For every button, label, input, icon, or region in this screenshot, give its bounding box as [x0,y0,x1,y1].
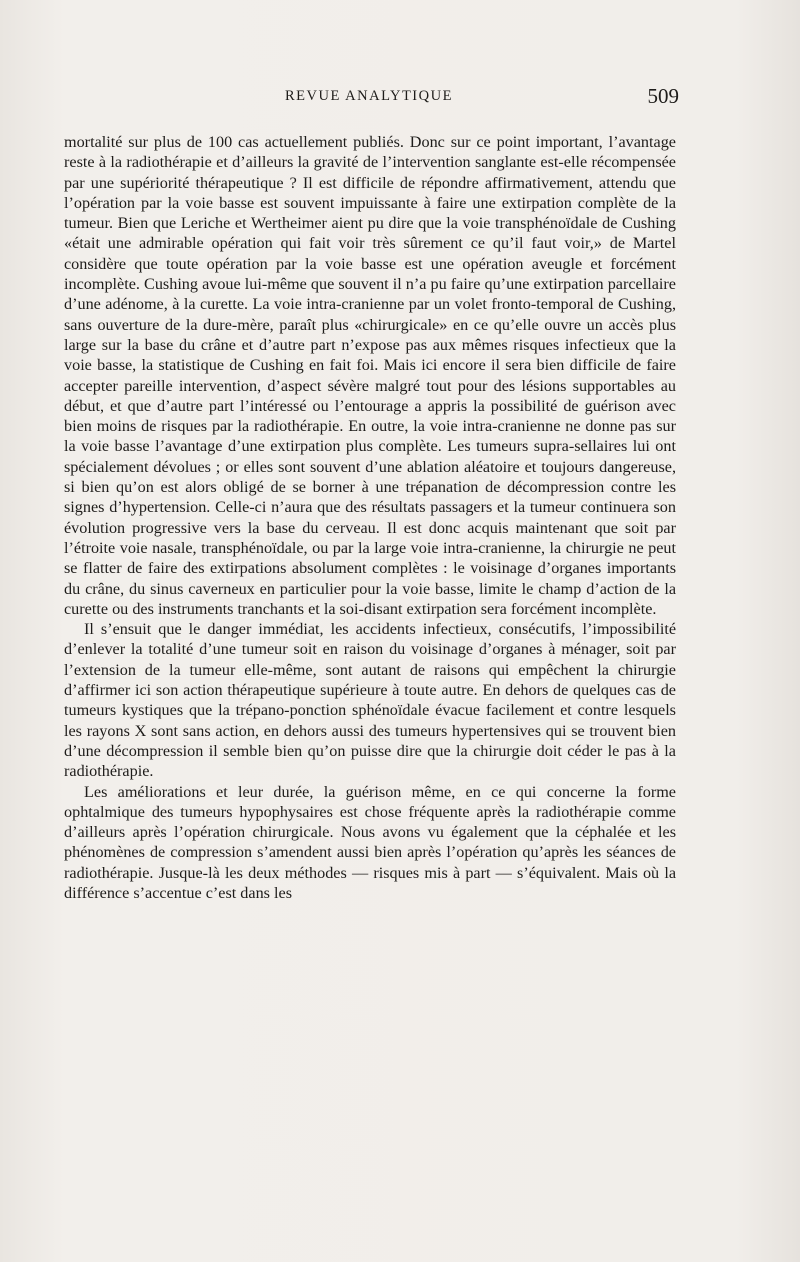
running-head: REVUE ANALYTIQUE [285,88,453,104]
paragraph: Il s’ensuit que le danger immédiat, les accidents infectieux, consécutifs, l’impossibilité d’enlever la totalité d’une tumeur soit en raison du voisinage d’organes à ménager, soit par l’extension de la tumeur elle-même, sont autant de raisons qui empêchent la chirurgie d’affirmer ici son action thérapeutique supérieure à toute autre. En dehors de quelques cas de tumeurs kystiques que la trépano-ponction sphénoïdale évacue facilement et contre lesquels les rayons X sont sans action, en dehors aussi des tumeurs hypertensives qui se trouvent bien d’une décompression il semble bien qu’on puisse dire que la chirurgie doit céder le pas à la radiothérapie. [64,620,676,781]
page-number: 509 [647,84,679,108]
paragraph: Les améliorations et leur durée, la guérison même, en ce qui concerne la forme ophtalmique des tumeurs hypophysaires est chose fréquente après la radiothérapie comme d’ailleurs après l’opération chirurgicale. Nous avons vu également que la céphalée et les phénomènes de compression s’amendent aussi bien après l’opération qu’après les séances de radiothérapie. Jusque-là les deux méthodes — risques mis à part — s’équivalent. Mais où la différence s’accentue c’est dans les [64,782,676,902]
body-text [64,132,676,903]
page-header [63,84,679,114]
paragraph-continued: mortalité sur plus de 100 cas actuellement publiés. Donc sur ce point important, l’avantage reste à la radiothérapie et d’ailleurs la gravité de l’intervention sanglante est-elle récompensée par une supériorité thérapeutique ? Il est difficile de répondre affirmativement, attendu que l’opération par la voie basse est souvent impuissante à faire une extirpation complète de la tumeur. Bien que Leriche et Wertheimer aient pu dire que la voie transphénoïdale de Cushing «était une admirable opération qui fait voir très sûrement ce qu’il faut voir,» de Martel considère que toute opération par la voie basse est une opération aveugle et forcément incomplète. Cushing avoue lui-même que souvent il n’a pu faire qu’une extirpation parcellaire d’une adénome, à la curette. La voie intra-cranienne par un volet fronto-temporal de Cushing, sans ouverture de la dure-mère, paraît plus «chirurgicale» en ce qu’elle ouvre un accès plus large sur la base du crâne et d’autre part n’expose pas aux mêmes risques infectieux que la voie basse, la statistique de Cushing en fait foi. Mais ici encore il sera bien difficile de faire accepter pareille intervention, d’aspect sévère malgré tout pour des lésions supportables au début, et que d’autre part l’intéressé ou l’entourage a appris la possibilité de guérison avec bien moins de risques par la radiothérapie. En outre, la voie intra-cranienne ne donne pas sur la voie basse l’avantage d’une extirpation plus complète. Les tumeurs supra-sellaires lui ont spécialement dévolues ; or elles sont souvent d’une ablation aléatoire et toujours dangereuse, si bien qu’on est alors obligé de se borner à une trépanation de décompression contre les signes d’hypertension. Celle-ci n’aura que des résultats passagers et la tumeur continuera son évolution progressive vers la base du cerveau. Il est donc acquis maintenant que soit par l’étroite voie nasale, transphénoïdale, ou par la large voie intra-cranienne, la chirurgie ne peut se flatter de faire des extirpations absolument complètes : le voisinage d’organes importants du crâne, du sinus caverneux en particulier pour la voie basse, limite le champ d’action de la curette ou des instruments tranchants et la soi-disant extirpation sera forcément incomplète. [64,133,676,618]
